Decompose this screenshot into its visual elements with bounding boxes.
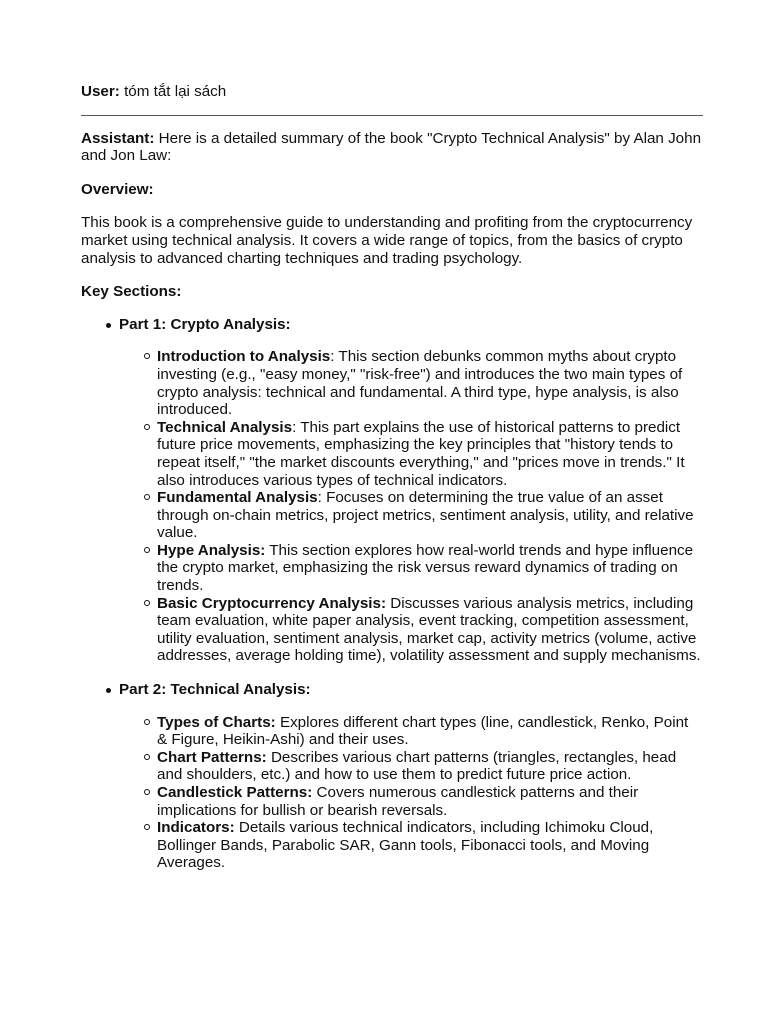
item-term: Basic Cryptocurrency Analysis: bbox=[157, 594, 387, 612]
part-1-items bbox=[119, 348, 702, 665]
list-item bbox=[157, 819, 702, 872]
item-text: Explores different chart types (line, candlestick, Renko, Point & Figure, Heikin-Ashi) and their uses. bbox=[157, 713, 689, 749]
divider bbox=[81, 115, 703, 116]
item-text: This section explores how real-world trends and hype influence the crypto market, emphasizing the risk versus reward dynamics of trading on trends. bbox=[157, 541, 694, 595]
part-title: Part 1: Crypto Analysis: bbox=[119, 315, 291, 333]
parts-list bbox=[81, 316, 702, 872]
item-term: Fundamental Analysis bbox=[157, 489, 318, 507]
assistant-intro-text: Here is a detailed summary of the book "Crypto Technical Analysis" by Alan John and Jon Law: bbox=[81, 129, 702, 165]
item-text: Describes various chart patterns (triangles, rectangles, head and shoulders, etc.) and how to use them to predict future price action. bbox=[157, 748, 677, 784]
key-sections-heading-text: Key Sections: bbox=[81, 283, 182, 301]
list-item bbox=[157, 542, 702, 595]
user-label: User: bbox=[81, 83, 120, 100]
part-title: Part 2: Technical Analysis: bbox=[119, 681, 311, 699]
overview-heading-text: Overview: bbox=[81, 180, 154, 198]
part-2-items bbox=[119, 714, 702, 872]
item-text: Covers numerous candlestick patterns and their implications for bullish or bearish reversals. bbox=[157, 784, 639, 819]
list-item bbox=[157, 419, 702, 489]
user-message-text: tóm tắt lại sách bbox=[124, 83, 227, 100]
overview-heading bbox=[81, 181, 702, 199]
list-item bbox=[157, 749, 702, 784]
item-term: Indicators: bbox=[157, 819, 235, 837]
part-1 bbox=[106, 316, 702, 665]
list-item bbox=[157, 714, 702, 749]
item-text: : This part explains the use of historical patterns to predict future price movements, emphasizing the key principles that "history tends to repeat itself," "the market discounts everything," and "prices move in trends." It also introduces various types of technical indicators. bbox=[157, 418, 685, 489]
item-term: Types of Charts: bbox=[157, 713, 276, 731]
assistant-intro bbox=[81, 130, 702, 165]
item-term: Candlestick Patterns: bbox=[157, 784, 313, 801]
item-text: : This section debunks common myths about crypto investing (e.g., "easy money," "risk-free") and introduces the two main types of crypto analysis: technical and fundamental. A third type, hype analysis, is also introduced. bbox=[157, 348, 683, 419]
item-term: Chart Patterns: bbox=[157, 748, 267, 766]
item-term: Technical Analysis bbox=[157, 418, 293, 436]
item-term: Hype Analysis: bbox=[157, 541, 266, 559]
item-text: Discusses various analysis metrics, including team evaluation, white paper analysis, event tracking, competition assessment, utility evaluation, sentiment analysis, market cap, activity metrics (volume, active addresses, average holding time), volatility assessment and supply mechanisms. bbox=[157, 594, 701, 665]
assistant-label: Assistant: bbox=[81, 129, 155, 147]
list-item bbox=[157, 348, 702, 418]
list-item bbox=[157, 595, 702, 665]
overview-text: This book is a comprehensive guide to understanding and profiting from the cryptocurrency market using technical analysis. It covers a wide range of topics, from the basics of crypto analysis to advanced charting techniques and trading psychology. bbox=[81, 214, 693, 267]
key-sections-heading bbox=[81, 283, 702, 301]
user-message bbox=[81, 83, 702, 101]
list-item bbox=[157, 489, 702, 542]
item-term: Introduction to Analysis bbox=[157, 348, 331, 366]
part-2 bbox=[106, 681, 702, 872]
item-text: Details various technical indicators, including Ichimoku Cloud, Bollinger Bands, Parabolic SAR, Gann tools, Fibonacci tools, and Moving Averages. bbox=[157, 819, 654, 872]
item-text: : Focuses on determining the true value of an asset through on-chain metrics, project metrics, sentiment analysis, utility, and relative value. bbox=[157, 489, 694, 542]
list-item bbox=[157, 784, 702, 819]
